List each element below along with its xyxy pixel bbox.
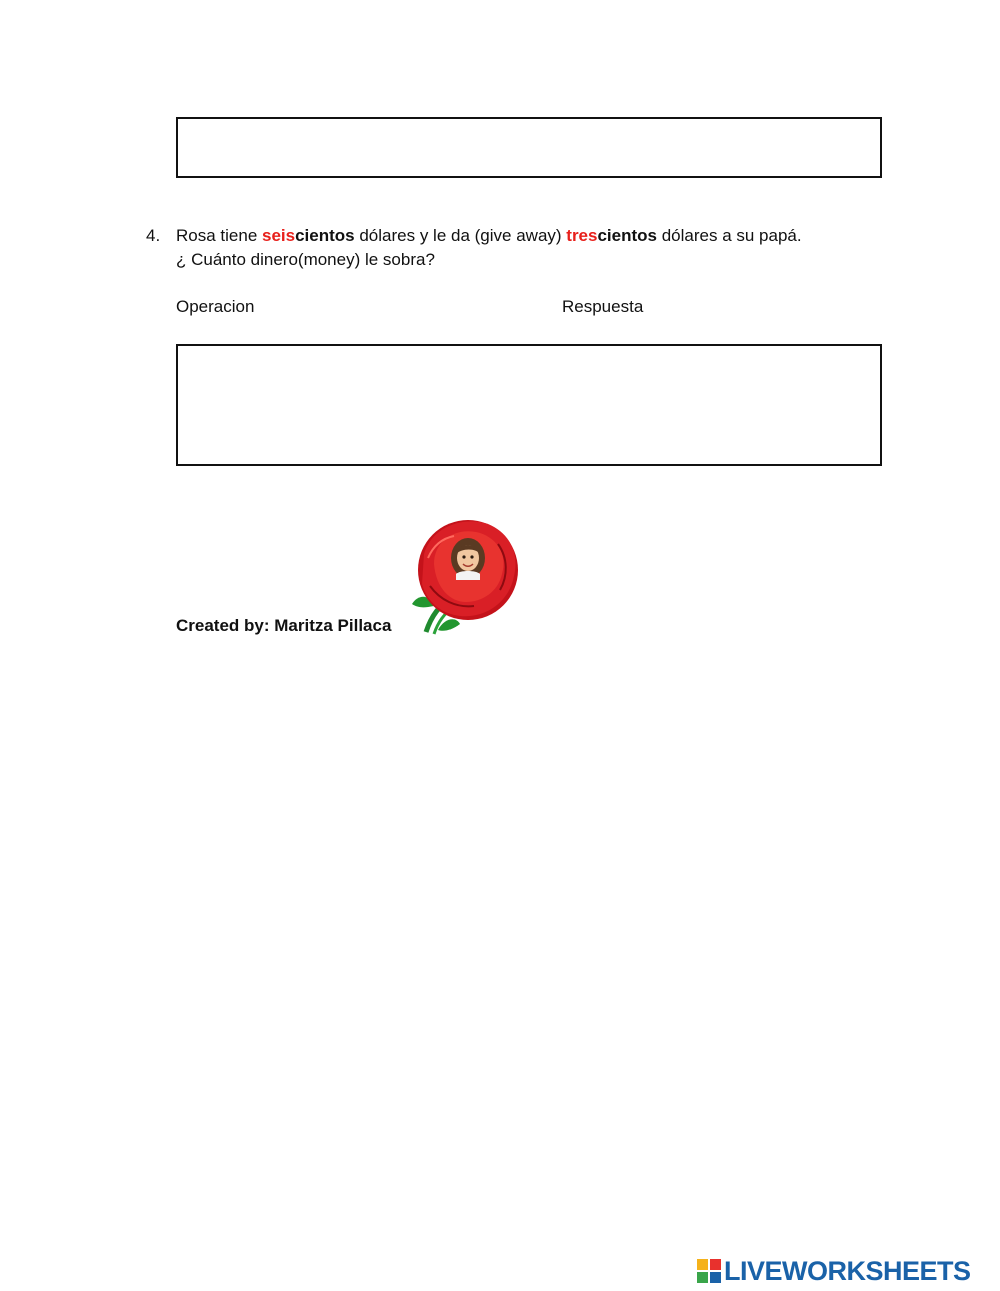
answer-box-question-4[interactable]: [176, 344, 882, 466]
highlight-seis: seis: [262, 226, 296, 245]
rose-avatar-icon: [404, 514, 526, 636]
highlight-tres: tres: [566, 226, 598, 245]
logo-text: LIVEWORKSHEETS: [724, 1255, 971, 1286]
question-line-2: ¿ Cuánto dinero(money) le sobra?: [176, 250, 435, 269]
question-text-2: dólares y le da (give away): [354, 226, 567, 245]
question-text-3: dólares a su papá.: [657, 226, 802, 245]
respuesta-label: Respuesta: [562, 297, 644, 316]
author-credit: Created by: Maritza Pillaca: [176, 616, 392, 635]
colored-blocks-icon: [697, 1259, 721, 1283]
liveworksheets-logo: [697, 1255, 971, 1287]
bold-cientos-1: cientos: [295, 226, 355, 245]
answer-box-previous[interactable]: [176, 117, 882, 178]
question-number: 4.: [146, 226, 161, 245]
bold-cientos-2: cientos: [597, 226, 657, 245]
question-line-1: [176, 226, 802, 246]
operacion-label: Operacion: [176, 297, 255, 316]
question-text-1: Rosa tiene: [176, 226, 262, 245]
